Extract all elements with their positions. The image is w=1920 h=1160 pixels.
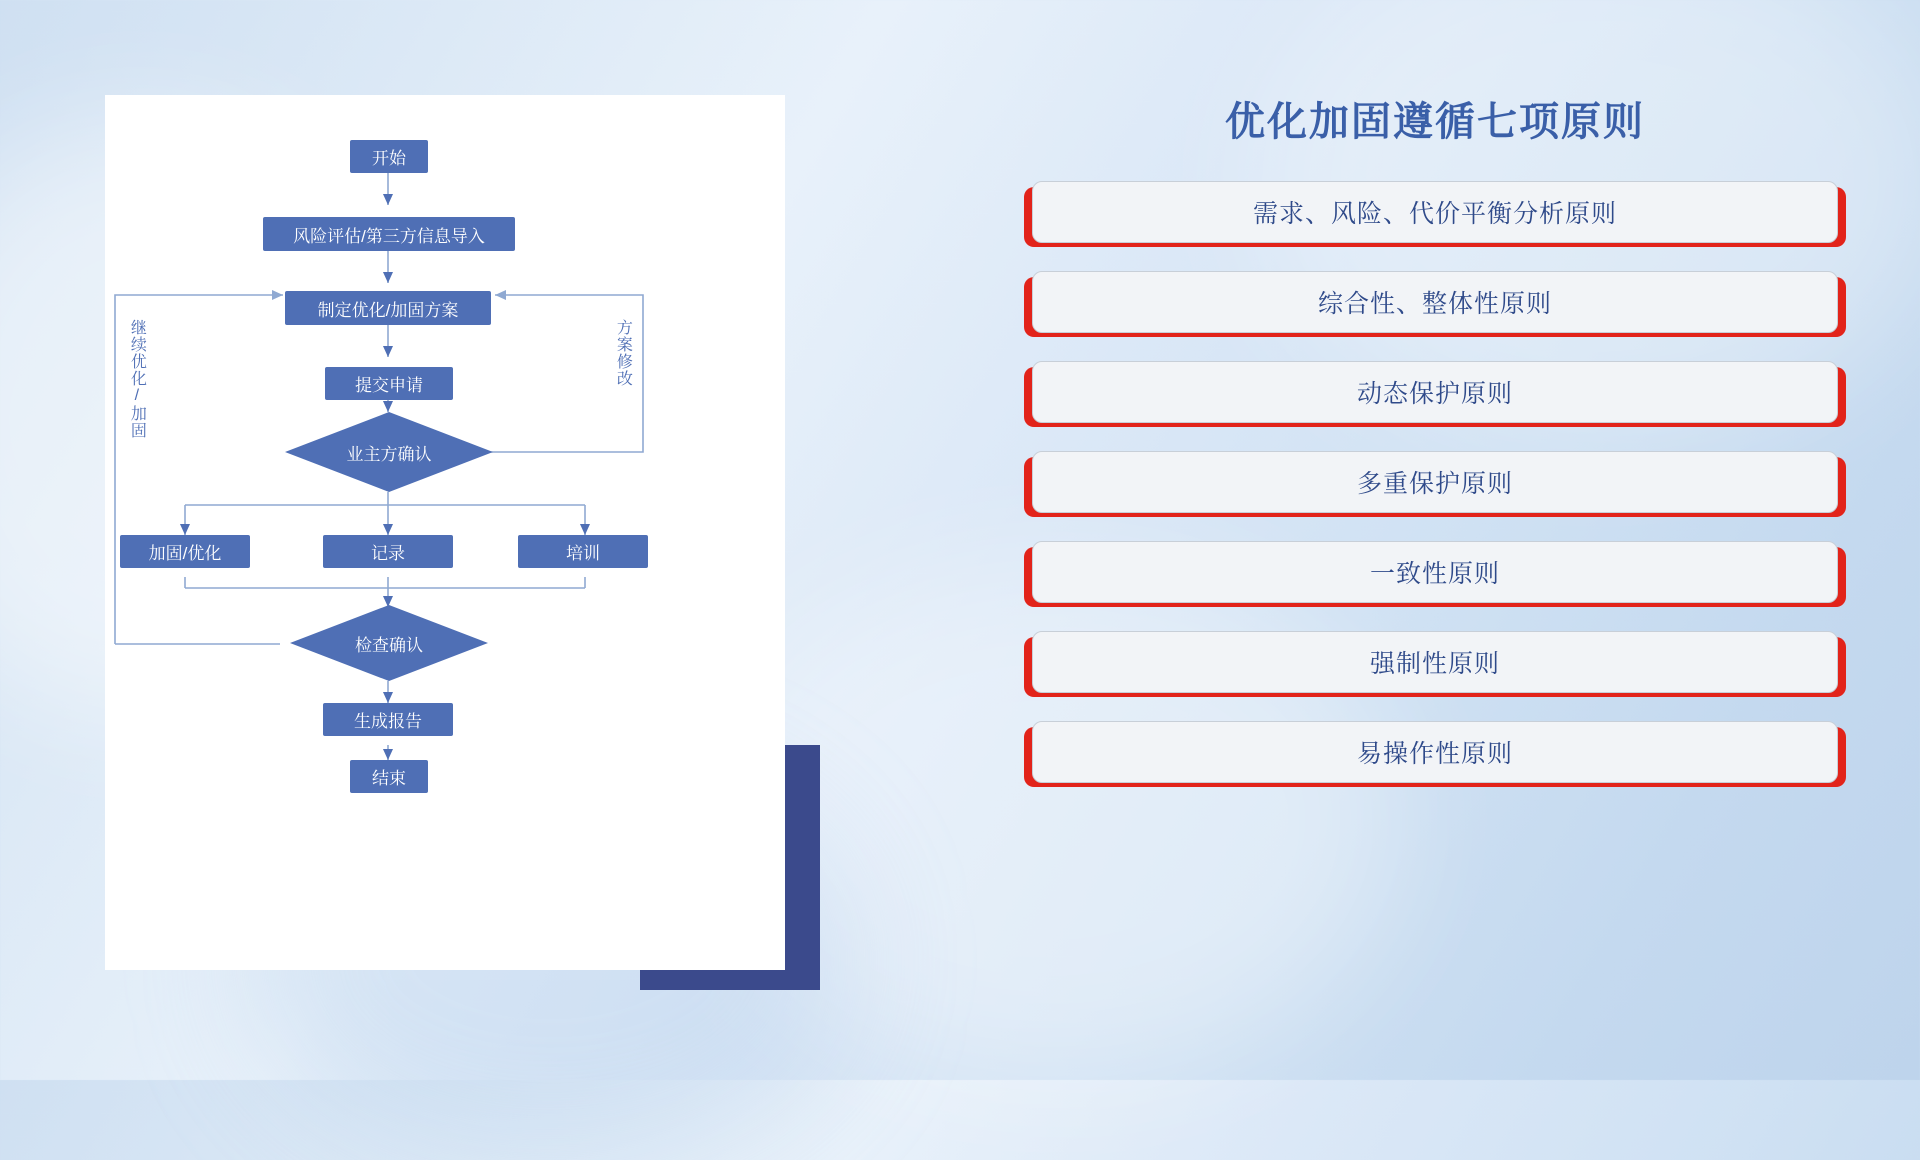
flow-node-risk-assessment[interactable]	[263, 217, 515, 251]
principle-item[interactable]	[1020, 451, 1850, 517]
flow-node-label: 风险评估/第三方信息导入	[293, 226, 485, 246]
flow-node-submit-application[interactable]	[325, 367, 453, 400]
principle-item[interactable]	[1020, 181, 1850, 247]
principle-label: 强制性原则	[1032, 631, 1838, 693]
principle-label: 多重保护原则	[1032, 451, 1838, 513]
flow-node-generate-report[interactable]	[323, 703, 453, 736]
principles-title: 优化加固遵循七项原则	[1225, 100, 1645, 144]
principle-label: 动态保护原则	[1032, 361, 1838, 423]
flow-label-continue-optimize: 继续优化/加固	[128, 319, 146, 439]
principles-panel	[1020, 90, 1850, 1020]
flow-node-record[interactable]	[323, 535, 453, 568]
flow-node-label: 加固/优化	[148, 544, 222, 563]
principle-label: 一致性原则	[1032, 541, 1838, 603]
flow-node-check-confirm[interactable]	[288, 603, 490, 683]
flow-node-reinforce[interactable]	[120, 535, 250, 568]
flow-node-label: 检查确认	[355, 635, 423, 655]
flow-node-label: 结束	[372, 769, 406, 788]
flow-node-label: 制定优化/加固方案	[317, 300, 459, 320]
principle-label: 需求、风险、代价平衡分析原则	[1032, 181, 1838, 243]
flow-node-label: 开始	[372, 149, 406, 168]
flow-node-end[interactable]	[350, 760, 428, 793]
flow-node-label: 培训	[566, 544, 600, 563]
flow-label-plan-revision: 方案修改	[614, 319, 632, 387]
flow-node-label: 业主方确认	[346, 444, 432, 464]
principle-item[interactable]	[1020, 631, 1850, 697]
flow-node-training[interactable]	[518, 535, 648, 568]
principle-label: 综合性、整体性原则	[1032, 271, 1838, 333]
flow-node-owner-confirm[interactable]	[283, 410, 495, 494]
principle-item[interactable]	[1020, 271, 1850, 337]
principle-item[interactable]	[1020, 541, 1850, 607]
principle-item[interactable]	[1020, 721, 1850, 787]
flow-node-plan[interactable]	[285, 291, 491, 325]
flowchart-card	[105, 95, 785, 970]
principle-item[interactable]	[1020, 361, 1850, 427]
flow-node-start[interactable]	[350, 140, 428, 173]
principle-label: 易操作性原则	[1032, 721, 1838, 783]
flow-node-label: 提交申请	[355, 376, 423, 395]
flow-node-label: 记录	[371, 544, 405, 563]
flow-node-label: 生成报告	[354, 712, 422, 731]
